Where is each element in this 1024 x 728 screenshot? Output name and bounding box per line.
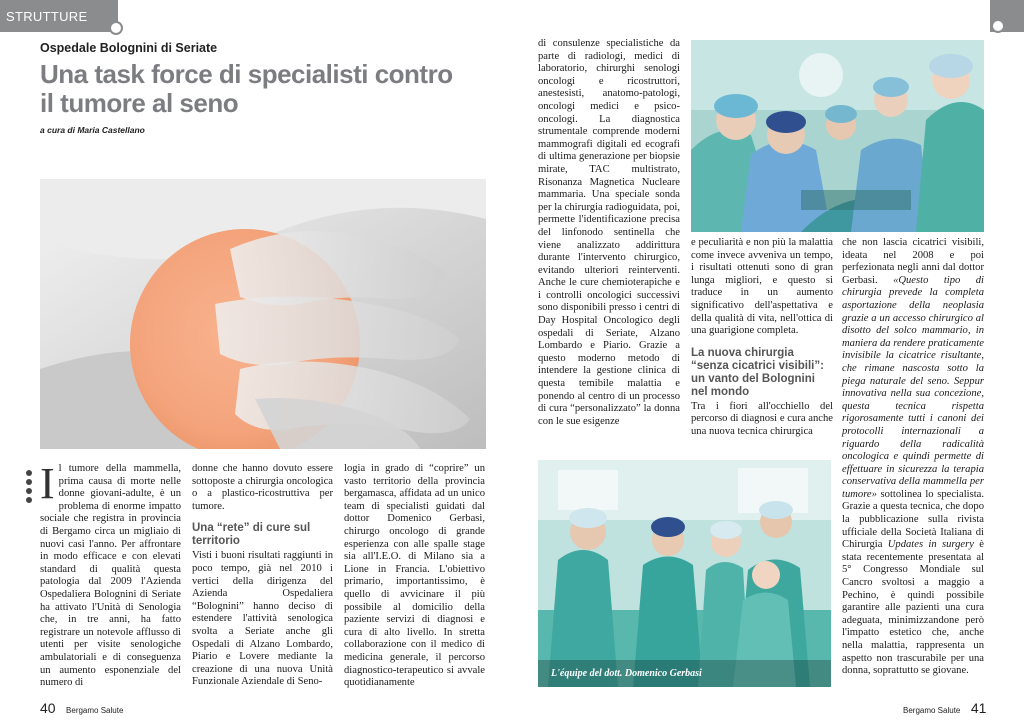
col1-text: l tumore della mammella, prima causa di morte nelle donne giovani-adulte, è un problema di enorme impatto sociale che registra in provincia di Bergamo circa un migliaio di nuovi casi l'anno. Per affrontare in modo efficace e con elevati standard di qualità questa patologia dal 2009 l'Azienda Ospedaliera Bolognini di Seriate ha attivato l'Unità di Senologia che, in tre anni, ha fatto registrare un notevole afflusso di utenti per visite senologiche ambulatoriali e di conseguenza un aumento esponenziale del numero di	[40, 463, 181, 689]
tab-dot-left	[109, 21, 123, 35]
column-3	[344, 463, 485, 690]
page-number-left: 40	[40, 700, 56, 716]
col2-subhead: Una “rete” di cure sul territorio	[192, 522, 311, 548]
dropcap: I	[40, 459, 55, 508]
article-title: Una task force di specialisti contro il tumore al seno	[40, 59, 453, 118]
page-number-right: 41	[970, 700, 987, 716]
surgery-photo-illustration	[691, 40, 984, 232]
col6-journal: Updates in surgery	[887, 539, 974, 551]
col3-text: logia in grado di “coprire” un vasto territorio della provincia bergamasca, affidata ad un unico team di specialisti guidati dal dottor Domenico Gerbasi, chirurgo oncologo di grande esperienza con alle spalle stage sia all'I.E.O. di Milano sia a Lione in Francia. L'obiettivo primario, importantissimo, è quello di avvicinare il più possibile al domicilio della paziente servizi di diagnosi e cura di alto livello. In stretta collaborazione con il medico di medicina generale, il percorso diagnostico-terapeutico si avvale quotidianamente	[344, 463, 485, 689]
column-1	[40, 459, 181, 690]
col2-paragraph-1: donne che hanno dovuto essere sottoposte a chirurgia oncologica o a plastico-ricostruttiva per tumore.	[192, 463, 333, 512]
col5-paragraph-1: e peculiarità e non più la malattia come invece avveniva un tempo, i risultati ottenuti sono di gran lunga migliori, e questo si traduce in un aumento significativo dell'aspettativa e della qualità di vita, nell'ottica di una guarigione completa.	[691, 237, 833, 337]
col6-text-b: sottolinea lo specialista. Grazie a questa tecnica, che dopo la pubblicazione sulla rivista ufficiale della Società Italiana di Chirurgia	[842, 488, 984, 551]
bullet-icon	[26, 470, 32, 476]
footer-left	[40, 700, 123, 718]
bullet-icon	[26, 497, 32, 503]
col5-subhead: La nuova chirurgia “senza cicatrici visibili”: un vanto del Bolognini nel mondo	[691, 346, 824, 398]
bullet-icon	[26, 488, 32, 494]
hero-photo	[40, 179, 486, 449]
team-photo	[538, 460, 831, 687]
col5-paragraph-2: Tra i fiori all'occhiello del percorso di diagnosi e cura anche una nuova tecnica chirurgica	[691, 400, 833, 437]
footer-right	[903, 700, 986, 718]
magazine-name-right: Bergamo Salute	[903, 706, 961, 715]
byline: a cura di Maria Castellano	[40, 125, 145, 135]
col2-paragraph-2: Visti i buoni risultati raggiunti in poco tempo, già nel 2010 i vertici della dirigenza del Azienda Ospedaliera “Bolognini” hanno deciso di estendere l'attività senologica svolta a Seriate anche gli Ospedali di Alzano Lombardo, Piario e Lovere mediante la creazione di una nuova Unità Funzionale Aziendale di Seno-	[192, 550, 333, 688]
bullet-icon	[26, 479, 32, 485]
surgery-photo	[691, 40, 984, 232]
tab-dot-right	[991, 19, 1005, 33]
section-tab	[0, 0, 118, 32]
column-2	[192, 463, 333, 689]
section-label: STRUTTURE	[6, 9, 88, 24]
column-5	[691, 237, 833, 439]
hospital-name: Ospedale Bolognini di Seriate	[40, 41, 218, 55]
col4-text: di consulenze specialistiche da parte di radiologi, medici di laboratorio, chirurghi senologi oncologi e ricostruttori, anestesisti, anatomo-patologi, oncologi medici e psico-oncologi. La diagnostica strumentale comprende moderni mammografi digitali ed ecografi di ultima generazione per biopsie mirate, TAC multistrato, Risonanza Magnetica Nucleare mammaria. Una speciale sonda per la chirurgia radioguidata, poi, permette l'identificazione precisa del linfonodo sentinella che viene analizzato addirittura durante l'intervento chirurgico, evitando ulteriori reinterventi. Anche le cure chemioterapiche e i controlli oncologici successivi sono disponibili presso i centri di Day Hospital Oncologico degli ospedali di Seriate, Alzano Lombardo e Piario. Grazie a questo moderno metodo di intendere la gestione clinica di questa temibile malattia e ponendo al centro di un processo di cura “personalizzato” la donna con le sue esigenze	[538, 38, 680, 427]
col6-text-a: che non lascia cicatrici visibili, ideata nel 2008 e poi perfezionata negli anni dal dottor Gerbasi.	[842, 237, 984, 286]
magazine-name-left: Bergamo Salute	[66, 706, 124, 715]
team-photo-illustration	[538, 460, 831, 687]
decorative-bullets	[26, 470, 34, 506]
col6-text-c: è stata recentemente presentata al 5° Congresso Mondiale sul Cancro svoltosi a maggio a Pechino, è quindi possibile garantire alle pazienti una cura adeguata, minimizzandone però l'impatto estetico che, anche nella malattia, rappresenta un aspetto non trascurabile per una donna, soprattutto se giovane.	[842, 539, 984, 677]
team-photo-caption: L'équipe del dott. Domenico Gerbasi	[551, 668, 702, 679]
column-4	[538, 38, 680, 428]
column-6	[842, 237, 984, 678]
col6-quote: «Questo tipo di chirurgia prevede la completa asportazione della neoplasia grazie a un accesso chirurgico al disotto del solco mammario, in maniera da rendere praticamente invisibile la cicatrice risultante, che rimane nascosta sotto la piega naturale del seno. Seppur innovativa nella sua concezione, questa tecnica rispetta rigorosamente tutti i canoni dei protocolli internazionali a riguardo della radicalità oncologica e quindi permette di effettuare in sicurezza la terapia conservativa della mammella per tumore»	[842, 274, 985, 500]
hero-photo-illustration	[40, 179, 486, 449]
